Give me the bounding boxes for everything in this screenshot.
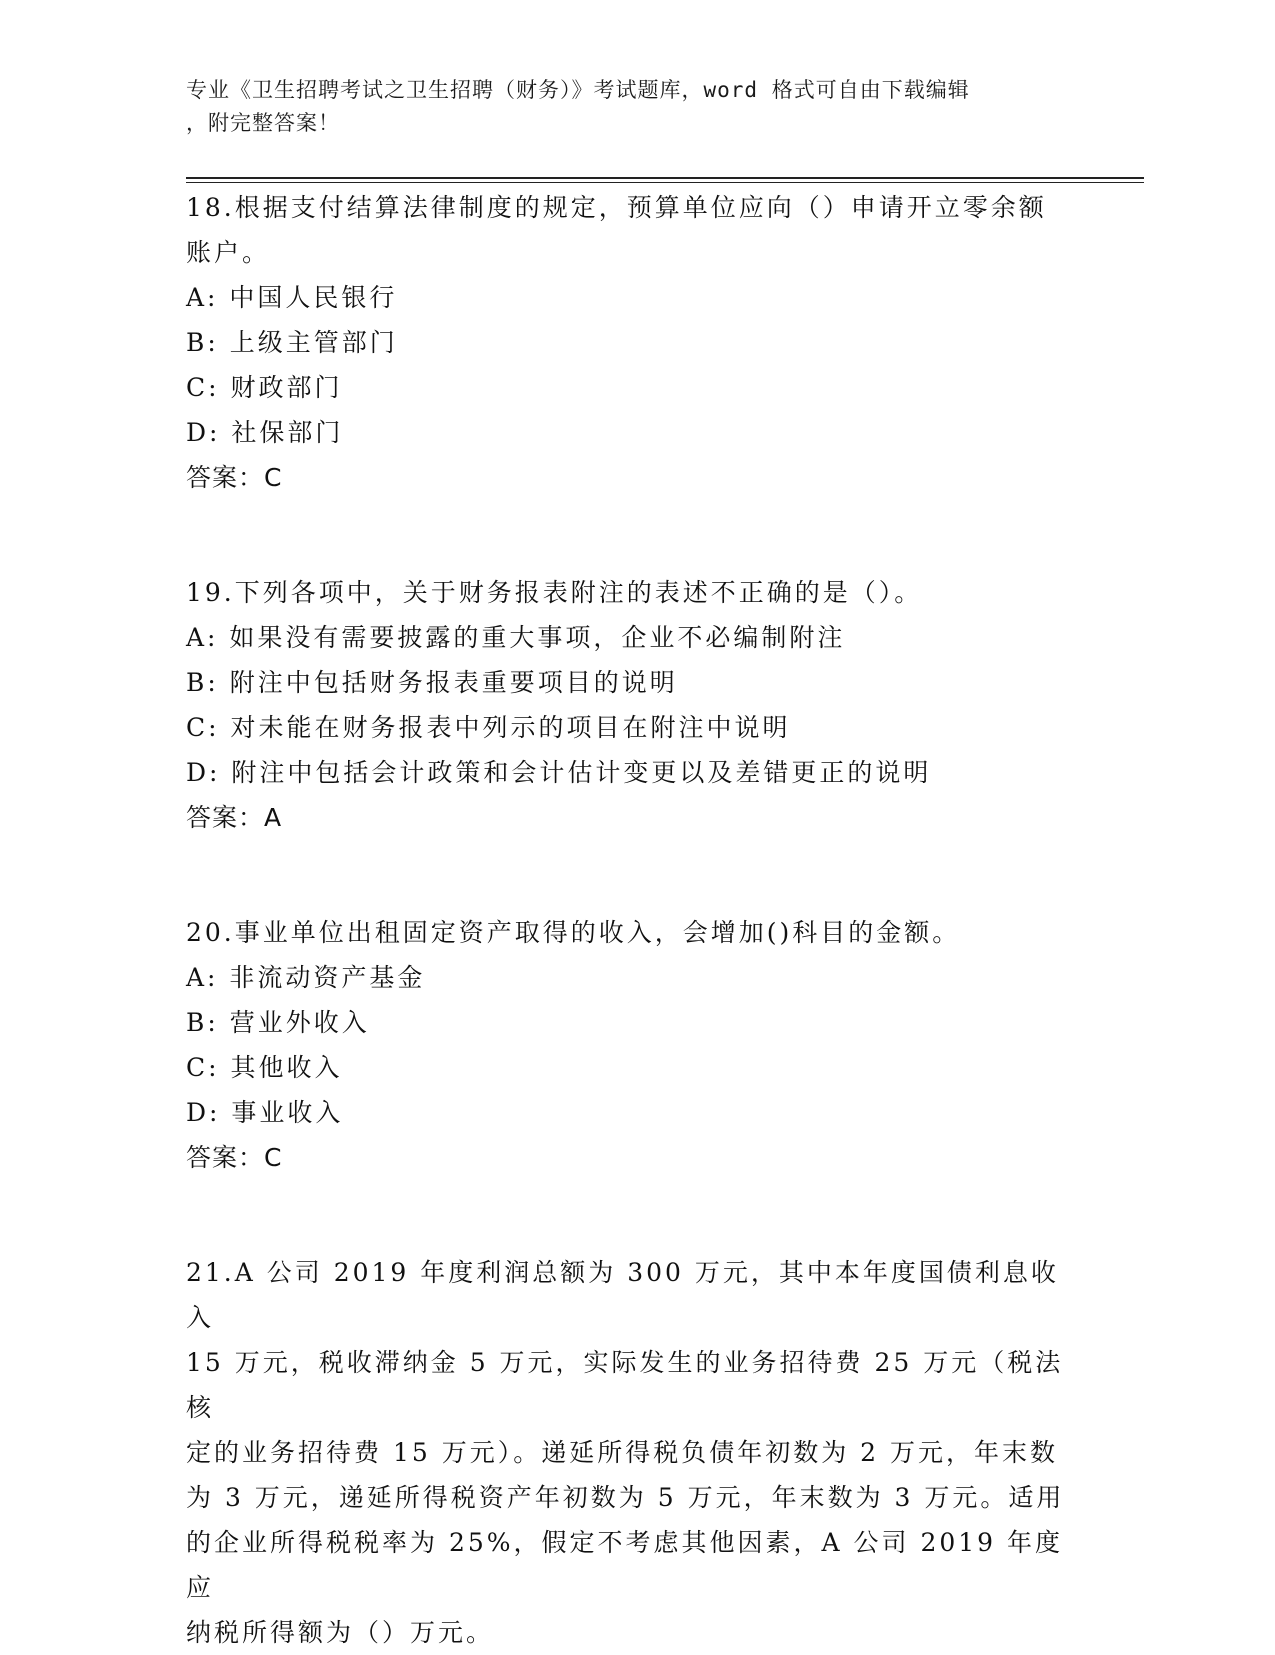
question-21 [186, 1250, 1086, 1655]
option-b: B: 上级主管部门 [186, 328, 398, 357]
question-stem-line: 的企业所得税税率为 25%，假定不考虑其他因素，A 公司 2019 年度应 [186, 1528, 1064, 1602]
header-line-1: 专业《卫生招聘考试之卫生招聘（财务）》考试题库，word 格式可自由下载编辑 [186, 78, 970, 102]
option-b: B: 营业外收入 [186, 1008, 370, 1037]
spacer [186, 500, 1086, 570]
question-stem-line: 定的业务招待费 15 万元）。递延所得税负债年初数为 2 万元，年末数 [186, 1438, 1059, 1467]
spacer [186, 1180, 1086, 1250]
option-c: C: 其他收入 [186, 1053, 343, 1082]
option-d: D: 社保部门 [186, 418, 344, 447]
option-d: D: 附注中包括会计政策和会计估计变更以及差错更正的说明 [186, 758, 932, 787]
question-list [186, 185, 1086, 1655]
option-c: C: 财政部门 [186, 373, 343, 402]
option-a: A: 非流动资产基金 [186, 963, 426, 992]
question-stem: 20.事业单位出租固定资产取得的收入，会增加()科目的金额。 [186, 918, 961, 947]
question-stem-line: 21.A 公司 2019 年度利润总额为 300 万元，其中本年度国债利息收入 [186, 1258, 1059, 1332]
question-18 [186, 185, 1086, 500]
option-a: A: 如果没有需要披露的重大事项，企业不必编制附注 [186, 623, 846, 652]
question-19 [186, 570, 1086, 840]
question-stem-line: 15 万元，税收滞纳金 5 万元，实际发生的业务招待费 25 万元（税法核 [186, 1348, 1064, 1422]
option-b: B: 附注中包括财务报表重要项目的说明 [186, 668, 678, 697]
header-divider-thin [186, 182, 1144, 183]
question-stem-line: 为 3 万元，递延所得税资产年初数为 5 万元，年末数为 3 万元。适用 [186, 1483, 1065, 1512]
option-a: A: 中国人民银行 [186, 283, 398, 312]
question-stem-line: 纳税所得额为（）万元。 [186, 1618, 495, 1647]
spacer [186, 840, 1086, 910]
answer: 答案：C [186, 463, 283, 492]
header-divider-thick [186, 177, 1144, 179]
answer: 答案：C [186, 1143, 283, 1172]
document-header [186, 74, 1086, 140]
answer: 答案：A [186, 803, 283, 832]
question-20 [186, 910, 1086, 1180]
header-line-2: ，附完整答案！ [186, 111, 340, 135]
option-c: C: 对未能在财务报表中列示的项目在附注中说明 [186, 713, 791, 742]
question-stem: 19.下列各项中，关于财务报表附注的表述不正确的是（）。 [186, 578, 923, 607]
option-d: D: 事业收入 [186, 1098, 344, 1127]
question-stem: 18.根据支付结算法律制度的规定，预算单位应向（）申请开立零余额 [186, 193, 1047, 222]
question-stem: 账户。 [186, 238, 271, 267]
